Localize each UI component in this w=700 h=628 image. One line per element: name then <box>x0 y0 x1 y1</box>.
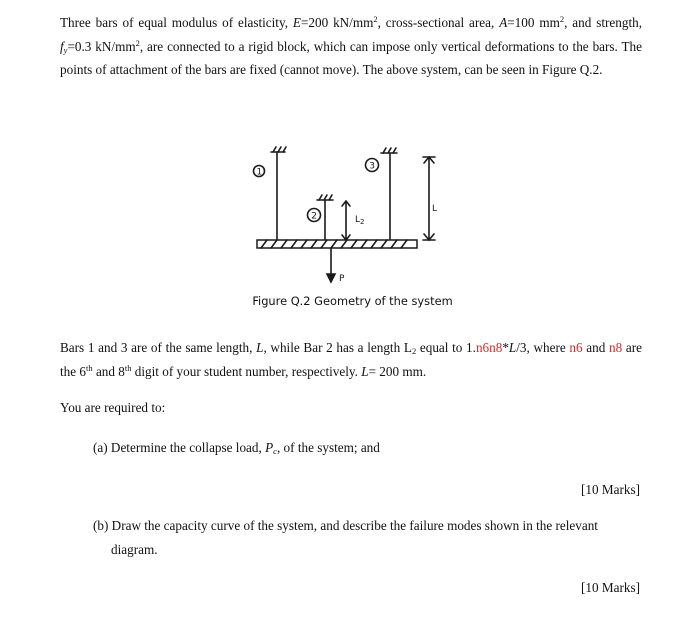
question-b: (b) Draw the capacity curve of the system, and describe the failure modes shown in the relevant diagram. <box>93 518 598 557</box>
n6-variable: n6 <box>569 340 583 355</box>
student-digits-code: n6n8 <box>475 340 503 355</box>
figure-q2-sketch <box>235 136 475 296</box>
question-b-marks: [10 Marks] <box>581 580 640 595</box>
question-a-marks: [10 Marks] <box>581 482 640 497</box>
l-label: L <box>432 204 438 214</box>
bar1-number: 1 <box>256 167 263 178</box>
bar2-number: 2 <box>311 211 318 222</box>
requirements-intro: You are required to: <box>60 400 166 415</box>
figure-caption: Figure Q.2 Geometry of the system <box>252 294 453 308</box>
bar3-number: 3 <box>369 161 376 172</box>
load-arrow <box>327 248 335 282</box>
l2-dimension-arrow <box>342 201 350 240</box>
load-label: P <box>339 274 345 284</box>
bar1-support <box>271 147 286 152</box>
bar3-support <box>381 148 397 153</box>
question-a: (a) Determine the collapse load, $P_c$, of the system; and <box>93 440 380 456</box>
l-dimension-arrow <box>423 157 438 240</box>
bar-length-paragraph: Bars 1 and 3 are of the same length, L, while Bar 2 has a length $L_2$ equal to 1.n6n8*L/3, where n6 and n8 are the 6th and 8th digit of your student number, respectively. L= 200 mm. <box>60 340 642 379</box>
n8-variable: n8 <box>609 340 623 355</box>
intro-paragraph: Three bars of equal modulus of elasticity, E=200 $kN/mm^2$, cross-sectional area, A=100 $mm^2$, and strength, $f_y=0.3$ $kN/mm^2$, are connected to a rigid block, which can impose only vertical deformations to the bars. The points of attachment of the bars are fixed (cannot move). The above system, can be seen in Figure Q.2. <box>60 14 643 77</box>
l2-label: $L_2$ <box>355 215 365 226</box>
